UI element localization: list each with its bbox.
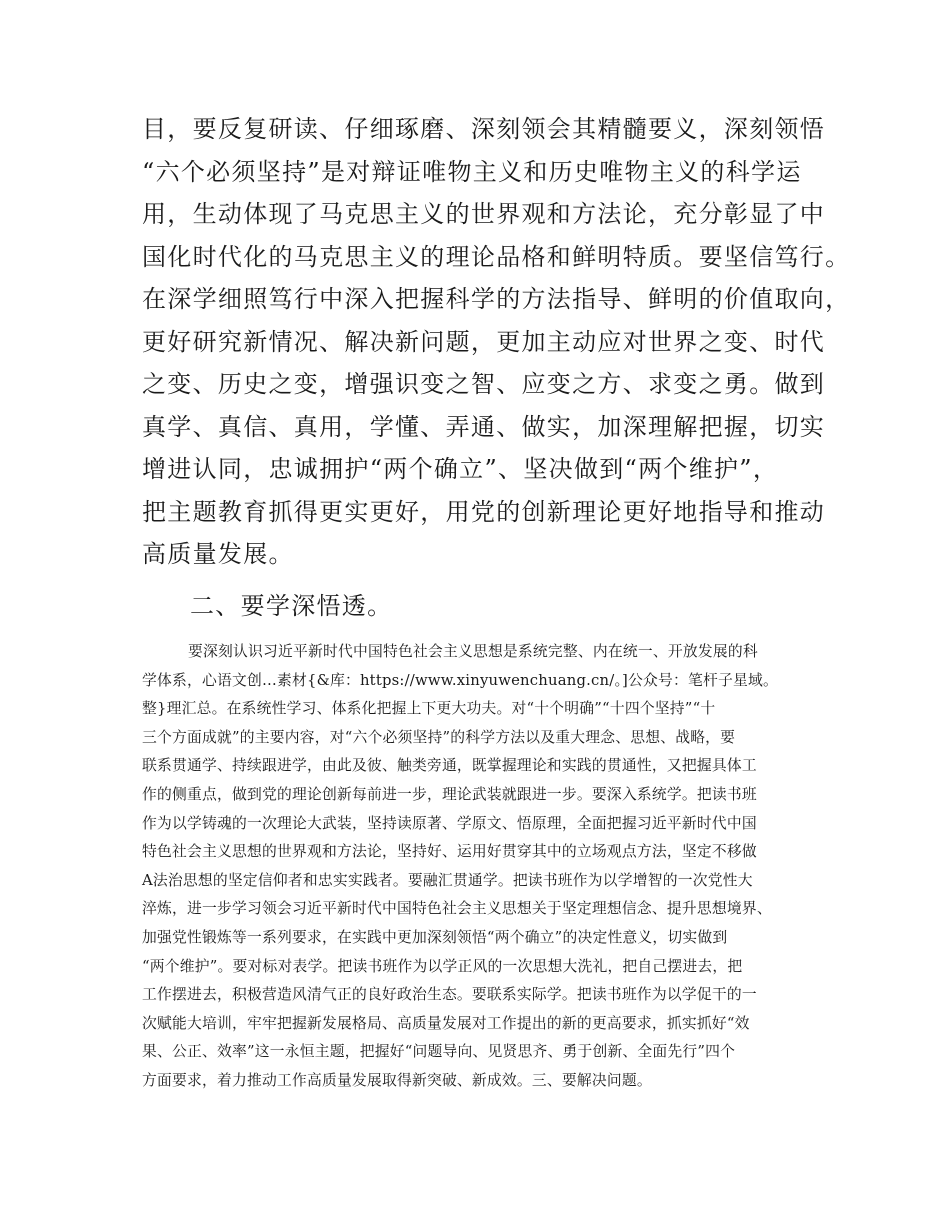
text-line: A法治思想的坚定信仰者和忠实实践者。要融汇贯通学。把读书班作为以学增智的一次党性大 [142,871,753,889]
text-line: “六个必须坚持”是对辩证唯物主义和历史唯物主义的科学运 [142,157,802,186]
text-line: 作的侧重点，做到党的理论创新每前进一步，理论武装就跟进一步。要深入系统学。把读书班 [142,785,757,803]
text-line: 次赋能大培训，牢牢把握新发展格局、高质量发展对工作提出的新的更高要求，抓实抓好“效 [142,1014,750,1032]
text-line: 增进认同，忠诚拥护“两个确立”、坚决做到“两个维护”， [142,455,779,483]
text-line: 工作摆进去，积极营造风清气正的良好政治生态。要联系实际学。把读书班作为以学促干的一 [142,986,757,1004]
text-line: 之变、历史之变，增强识变之智、应变之方、求变之勇。做到 [142,370,826,398]
text-line: 把主题教育抓得更实更好，用党的创新理论更好地指导和推动 [142,497,826,526]
text-line: 目，要反复研读、仔细琢磨、深刻领会其精髓要义，深刻领悟 [142,115,826,143]
text-line: 更好研究新情况、解决新问题，更加主动应对世界之变、时代 [142,327,826,356]
text-line: 方面要求，着力推动工作高质量发展取得新突破、新成效。三、要解决问题。 [142,1071,652,1089]
text-line: 特色社会主义思想的世界观和方法论，坚持好、运用好贯穿其中的立场观点方法，坚定不移做 [142,843,757,861]
body-paragraph-large [142,108,851,576]
text-line: 高质量发展。 [142,540,294,568]
text-line: 用，生动体现了马克思主义的世界观和方法论，充分彰显了中 [142,200,826,228]
text-line: 作为以学铸魂的一次理论大武装，坚持读原著、学原文、悟原理，全面把握习近平新时代中国 [142,814,757,832]
text-line: 在深学细照笃行中深入把握科学的方法指导、鲜明的价值取向， [142,285,851,313]
text-line: 淬炼，进一步学习领会习近平新时代中国特色社会主义思想关于坚定理想信念、提升思想境界、 [142,900,772,918]
text-line: 加强党性锻炼等一系列要求，在实践中更加深刻领悟“两个确立”的决定性意义，切实做到 [142,928,728,946]
text-line: 联系贯通学、持续跟进学，由此及彼、触类旁通，既掌握理论和实践的贯通性，又把握具体工 [142,757,757,775]
section-heading: 二、要学深悟透。 [190,592,393,620]
text-line: “两个维护”。要对标对表学。把读书班作为以学正风的一次思想大洗礼，把自己摆进去，把 [142,957,743,975]
text-line: 国化时代化的马克思主义的理论品格和鲜明特质。要坚信笃行。 [142,242,851,271]
text-line: 学体系，心语文创…素材{&库：https://www.xinyuwenchuang.cn/。]公众号：笔杆子星域。 [142,671,778,689]
text-line: 要深刻认识习近平新时代中国特色社会主义思想是系统完整、内在统一、开放发展的科 [188,643,758,660]
text-line: 整}理汇总。在系统性学习、体系化把握上下更大功夫。对“十个明确”“十四个坚持”“十 [142,700,716,718]
body-paragraph-small [142,638,822,1096]
text-line: 真学、真信、真用，学懂、弄通、做实，加深理解把握，切实 [142,412,826,441]
text-line: 果、公正、效率”这一永恒主题，把握好“问题导向、见贤思齐、勇于创新、全面先行”四个 [142,1043,736,1061]
text-line: 三个方面成就”的主要内容，对“六个必须坚持”的科学方法以及重大理念、思想、战略，要 [142,728,736,746]
